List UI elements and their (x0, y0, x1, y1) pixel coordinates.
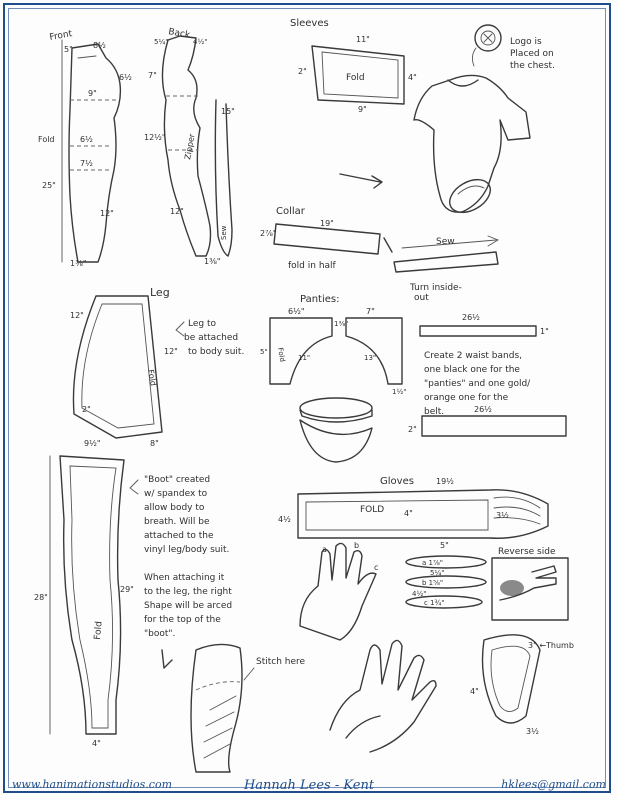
back-top1-measure: 5¼" (154, 38, 169, 46)
finger-a2-measure: 5¼" (430, 569, 445, 577)
boot-note2-line1: When attaching it (144, 573, 225, 583)
finger-a-label: a (322, 545, 327, 554)
boot-stitch-label: Stitch here (256, 657, 306, 667)
footer-email-link[interactable]: hklees@gmail.com (501, 778, 606, 791)
front-top-measure: 8½ (93, 41, 106, 50)
gloves-pattern (278, 476, 574, 752)
back-sew-label: Sew (220, 225, 228, 240)
bands-note-line4: orange one for the (424, 393, 509, 403)
gloves-height-measure: 4½ (278, 515, 291, 524)
logo-note-line3: the chest. (510, 61, 555, 71)
panties-mid-measure: 1⅜" (334, 320, 349, 328)
boot-note-line3: allow body to (144, 503, 205, 513)
front-crotch-measure: 1⅜" (70, 259, 87, 268)
boot-note2-line3: Shape will be arced (144, 601, 233, 611)
finger-length-measure: 5" (440, 541, 449, 550)
collar-sew-label: Sew (436, 237, 455, 247)
sleeve-left-measure: 2" (298, 67, 307, 76)
finger-a-measure: a 1⅞" (422, 559, 443, 567)
panties-title: Panties: (300, 294, 340, 305)
leg-fold-label: Fold (146, 368, 158, 387)
leg-side-measure: 12" (164, 347, 178, 356)
bands-note-line3: "panties" and one gold/ (424, 379, 531, 389)
sleeves-title: Sleeves (290, 18, 329, 29)
logo-note-line2: Placed on (510, 49, 554, 59)
thumb-height-measure: 4" (470, 687, 479, 696)
sleeve-top-measure: 11" (356, 35, 370, 44)
back-armhole-measure: 7" (148, 71, 157, 80)
sleeve-bottom-measure: 9" (358, 105, 367, 114)
leg-title: Leg (150, 286, 170, 299)
thumb-label: 3" ←Thumb (528, 641, 574, 650)
collar-height-measure: 2⅞" (260, 229, 277, 238)
back-label: Back (167, 27, 191, 41)
gloves-fold-label: FOLD (360, 505, 385, 515)
finger-c-label: c (374, 563, 379, 572)
sleeves-pattern (290, 18, 417, 114)
waist-band-2 (422, 416, 566, 436)
collar-turn-line1: Turn inside- (410, 283, 462, 293)
finger-b-measure: b 1⅝" (422, 579, 444, 587)
panties-left-top-measure: 6½" (288, 307, 305, 316)
boot-note-line5: attached to the (144, 531, 214, 541)
front-label: Front (48, 29, 73, 43)
front-width1-measure: 9" (88, 89, 97, 98)
leg-note-line2: be attached (184, 333, 239, 343)
boot-note-line6: vinyl leg/body suit. (144, 545, 230, 555)
gloves-length-measure: 19½ (436, 477, 454, 486)
back-width-measure: 12½" (144, 133, 166, 142)
gloves-fold-measure: 4" (404, 509, 413, 518)
finger-b-label: b (354, 541, 360, 550)
boot-height-measure: 28" (34, 593, 48, 602)
collar-pattern (260, 206, 498, 303)
bands-note-line5: belt. (424, 407, 445, 417)
panties-right-height-measure: 13" (364, 354, 377, 362)
collar-title: Collar (276, 206, 305, 217)
band1-length-measure: 26½ (462, 313, 480, 322)
collar-turn-line2: out (414, 293, 429, 303)
band2-length-measure: 26½ (474, 405, 492, 414)
panties-fold-label: Fold (276, 346, 287, 363)
front-height-measure: 25" (42, 181, 56, 190)
band1-height-measure: 1" (540, 327, 549, 336)
front-armhole-measure: 6½ (119, 73, 132, 82)
footer-website-link[interactable]: www.hanimationstudios.com (12, 778, 173, 791)
leg-top-measure: 12" (70, 311, 84, 320)
logo-note-line1: Logo is (510, 37, 542, 47)
waist-band-1 (420, 326, 536, 336)
finger-b2-measure: 4½" (412, 590, 427, 598)
collar-width-measure: 19" (320, 219, 334, 228)
gloves-wrist-measure: 3½ (496, 511, 509, 520)
reverse-side-label: Reverse side (498, 547, 556, 557)
boot-note-line1: "Boot" created (144, 475, 211, 485)
collar-fold-note: fold in half (288, 261, 336, 271)
boot-top-measure: 29" (120, 585, 134, 594)
gloves-title: Gloves (380, 476, 414, 487)
sleeve-fold-label: Fold (346, 73, 365, 83)
bands-note-line2: one black one for the (424, 365, 520, 375)
band2-height-measure: 2" (408, 425, 417, 434)
back-lower-measure: 12" (170, 207, 184, 216)
panties-right-top-measure: 7" (366, 307, 375, 316)
front-width2-measure: 6½ (80, 135, 93, 144)
leg-note-line1: Leg to (188, 319, 217, 329)
boot-note2-line5: "boot". (144, 629, 176, 639)
boot-note-line2: w/ spandex to (144, 489, 208, 499)
finger-c-measure: c 1¾" (424, 599, 445, 607)
footer-author: Hannah Lees - Kent (243, 778, 375, 793)
boot-pattern (34, 456, 306, 772)
front-width3-measure: 7½ (80, 159, 93, 168)
front-fold-label: Fold (38, 135, 55, 144)
leg-note-line3: to body suit. (188, 347, 245, 357)
leg-left-measure: 2" (82, 405, 91, 414)
bands-note-line1: Create 2 waist bands, (424, 351, 523, 361)
leg-bottom1-measure: 9½" (84, 439, 101, 448)
bodysuit-pattern (38, 27, 235, 268)
back-top2-measure: 4½" (193, 38, 208, 46)
thumb-bottom-measure: 3½ (526, 727, 539, 736)
panties-left-height-measure: 11" (298, 354, 311, 362)
back-zipper-label: Zipper (183, 133, 197, 161)
front-bottom-measure: 12" (100, 209, 114, 218)
boot-fold-label: Fold (93, 620, 105, 641)
boot-bottom-measure: 4" (92, 739, 101, 748)
bodysuit-illustration (340, 25, 555, 219)
panties-pattern (260, 294, 566, 462)
back-crotch-measure: 1⅜" (204, 257, 221, 266)
boot-note2-line4: for the top of the (144, 615, 221, 625)
boot-note-line4: breath. Will be (144, 517, 210, 527)
back-side-measure: 15" (221, 107, 235, 116)
sleeve-right-measure: 4" (408, 73, 417, 82)
leg-bottom2-measure: 8" (150, 439, 159, 448)
leg-pattern (70, 286, 244, 448)
boot-note2-line2: to the leg, the right (144, 587, 232, 597)
front-shoulder-measure: 5" (64, 45, 73, 54)
panties-left-side-measure: 5" (260, 348, 268, 356)
panties-right-bottom-measure: 1½" (392, 388, 407, 396)
